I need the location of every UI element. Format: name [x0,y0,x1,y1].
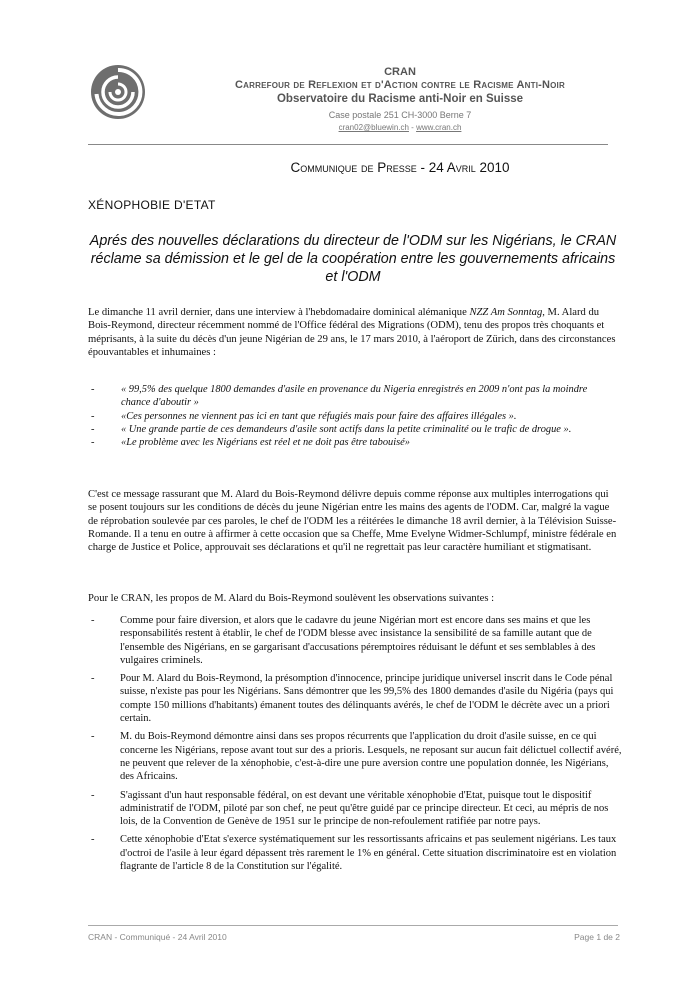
quotes-list [88,383,618,449]
intro-before: Le dimanche 11 avril dernier, dans une interview à l'hebdomadaire dominical alémanique [88,307,470,318]
list-item [88,833,622,873]
contact-separator: - [408,123,417,132]
observation-text: Cette xénophobie d'Etat s'exerce systématiquement sur les ressortissants africains et pas seulement nigérians. Les taux d'octroi de l'asile à leur égard dépassent très rarement le 1% en général. Cette situation discriminatoire est en violation flagrante de l'article 8 de la Constitution sur l'égalité. [120,834,617,873]
list-item [88,436,618,449]
bullet-dash: - [91,834,95,846]
page-number: Page 1 de 2 [574,932,620,942]
observation-text: M. du Bois-Reymond démontre ainsi dans ses propos récurrents que l'application du droit d'asile suisse, en ce qui concerne les Nigérians, repose avant tout sur des a prioris. Lesquels, ne reposant sur aucun fait délictuel collectif avéré, ne peuvent que relever de la xénophobie, c'est-à-dire une pure aversion contre une population donnée, les Nigérians, des Africains. [120,731,622,783]
list-item [88,789,622,829]
list-item [88,730,622,783]
header-divider [88,144,608,145]
press-release-line: Communique de Presse - 24 Avril 2010 [290,160,510,175]
cran-spiral-logo-icon [88,62,148,122]
list-item [88,410,618,423]
observation-text: Comme pour faire diversion, et alors que le cadavre du jeune Nigérian mort est encore dans ses mains et que les responsabilités restent à établir, le chef de l'ODM blesse avec insistance la sensibilité de sa famille autant que de l'ensemble des Nigérians, en se gargarisant d'accusations péremptoires réduisant le défunt et ses semblables à des vulgaires criminels. [120,615,596,666]
list-item [88,672,622,725]
observation-text: Pour M. Alard du Bois-Reymond, la présomption d'innocence, principe juridique universel inscrit dans le Code pénal suisse, n'existe pas pour les Nigérians. Sans démontrer que les 99,5% des 1800 demandes d'asile du Nigéria (pays qui compte 150 millions d'habitants) émanent toutes des délinquants avérés, le chef de l'ODM le décrète avec un a priori certain. [120,673,614,725]
bullet-dash: - [91,615,95,626]
bullet-dash: - [91,410,95,422]
bullet-dash: - [91,789,95,801]
bullet-dash: - [91,731,95,743]
quote-text: « 99,5% des quelque 1800 demandes d'asile en provenance du Nigeria enregistrés en 2009 n'ont pas la moindre chance d'aboutir » [121,384,588,409]
observations-list [88,614,622,878]
quote-text: «Le problème avec les Nigérians est réel et ne doit pas être tabouisé» [121,437,410,449]
website-link[interactable]: www.cran.ch [416,123,462,132]
section-title: XÉNOPHOBIE D'ETAT [88,198,216,212]
email-link[interactable]: cran02@bluewin.ch [338,123,409,132]
bullet-dash: - [91,437,95,449]
observations-intro: Pour le CRAN, les propos de M. Alard du Bois-Reymond soulèvent les observations suivantes : [88,593,495,604]
observation-text: S'agissant d'un haut responsable fédéral, on est devant une véritable xénophobie d'Etat, puisque tout le dispositif administratif de l'ODM, piloté par son chef, ne peut qu'être guidé par ce principe directeur. Et ceci, au mépris de nos lois, de la Convention de Genève de 1951 sur le principe de non-refoulement ratifiée par notre pays. [120,789,609,828]
quote-text: «Ces personnes ne viennent pas ici en tant que réfugiés mais pour faire des affaires illégales ». [121,410,517,422]
bullet-dash: - [91,673,95,685]
header-org: CRAN [384,66,416,78]
second-paragraph: C'est ce message rassurant que M. Alard du Bois-Reymond délivre depuis comme réponse aux multiples interrogations qui se posent toujours sur les conditions de décès du jeune Nigérian entre les mains des agents de l'ODM. Car, malgré la vague de réprobation soulevée par ces paroles, le chef de l'ODM les a réitérées le dimanche 18 avril dernier, à la Télévision Suisse-Romande. Il a tenu en outre à affirmer à cette occasion que sa Cheffe, Mme Evelyne Widmer-Schlumpf, ministre fédérale en charge de Justice et Police, approuvait ses déclarations et qu'il ne regrettait pas leur caractère humiliant et stigmatisant. [88,489,617,554]
intro-newspaper: NZZ Am Sonntag [469,307,543,318]
list-item [88,423,618,436]
list-item [88,383,618,410]
bullet-dash: - [91,423,95,435]
bullet-dash: - [91,384,95,395]
footer-left: CRAN - Communiqué - 24 Avril 2010 [88,932,227,942]
main-title: Aprés des nouvelles déclarations du directeur de l'ODM sur les Nigérians, le CRAN réclame sa démission et le gel de la coopération entre les gouvernements africains et l'ODM [89,233,617,285]
intro-after: , M. Alard du Bois-Reymond, directeur récemment nommé de l'Office fédéral des Migrations (ODM), tenu des propos très choquants et méprisants, à la suite du décès d'un jeune Nigérian de 29 ans, le 17 mars 2010, à l'aéroport de Zürich, dans des circonstances épouvantables et inhumaines : [88,307,616,358]
intro-paragraph [88,306,618,359]
list-item [88,614,622,667]
header-org-fullname: Carrefour de Reflexion et d'Action contre le Racisme Anti-Noir [235,79,565,91]
header-observatory: Observatoire du Racisme anti-Noir en Suisse [276,93,524,105]
quote-text: « Une grande partie de ces demandeurs d'asile sont actifs dans la petite criminalité ou le trafic de drogue ». [121,423,572,435]
header-address: Case postale 251 CH-3000 Berne 7 [328,110,472,120]
header-contact [160,123,640,132]
footer-divider [88,925,618,926]
